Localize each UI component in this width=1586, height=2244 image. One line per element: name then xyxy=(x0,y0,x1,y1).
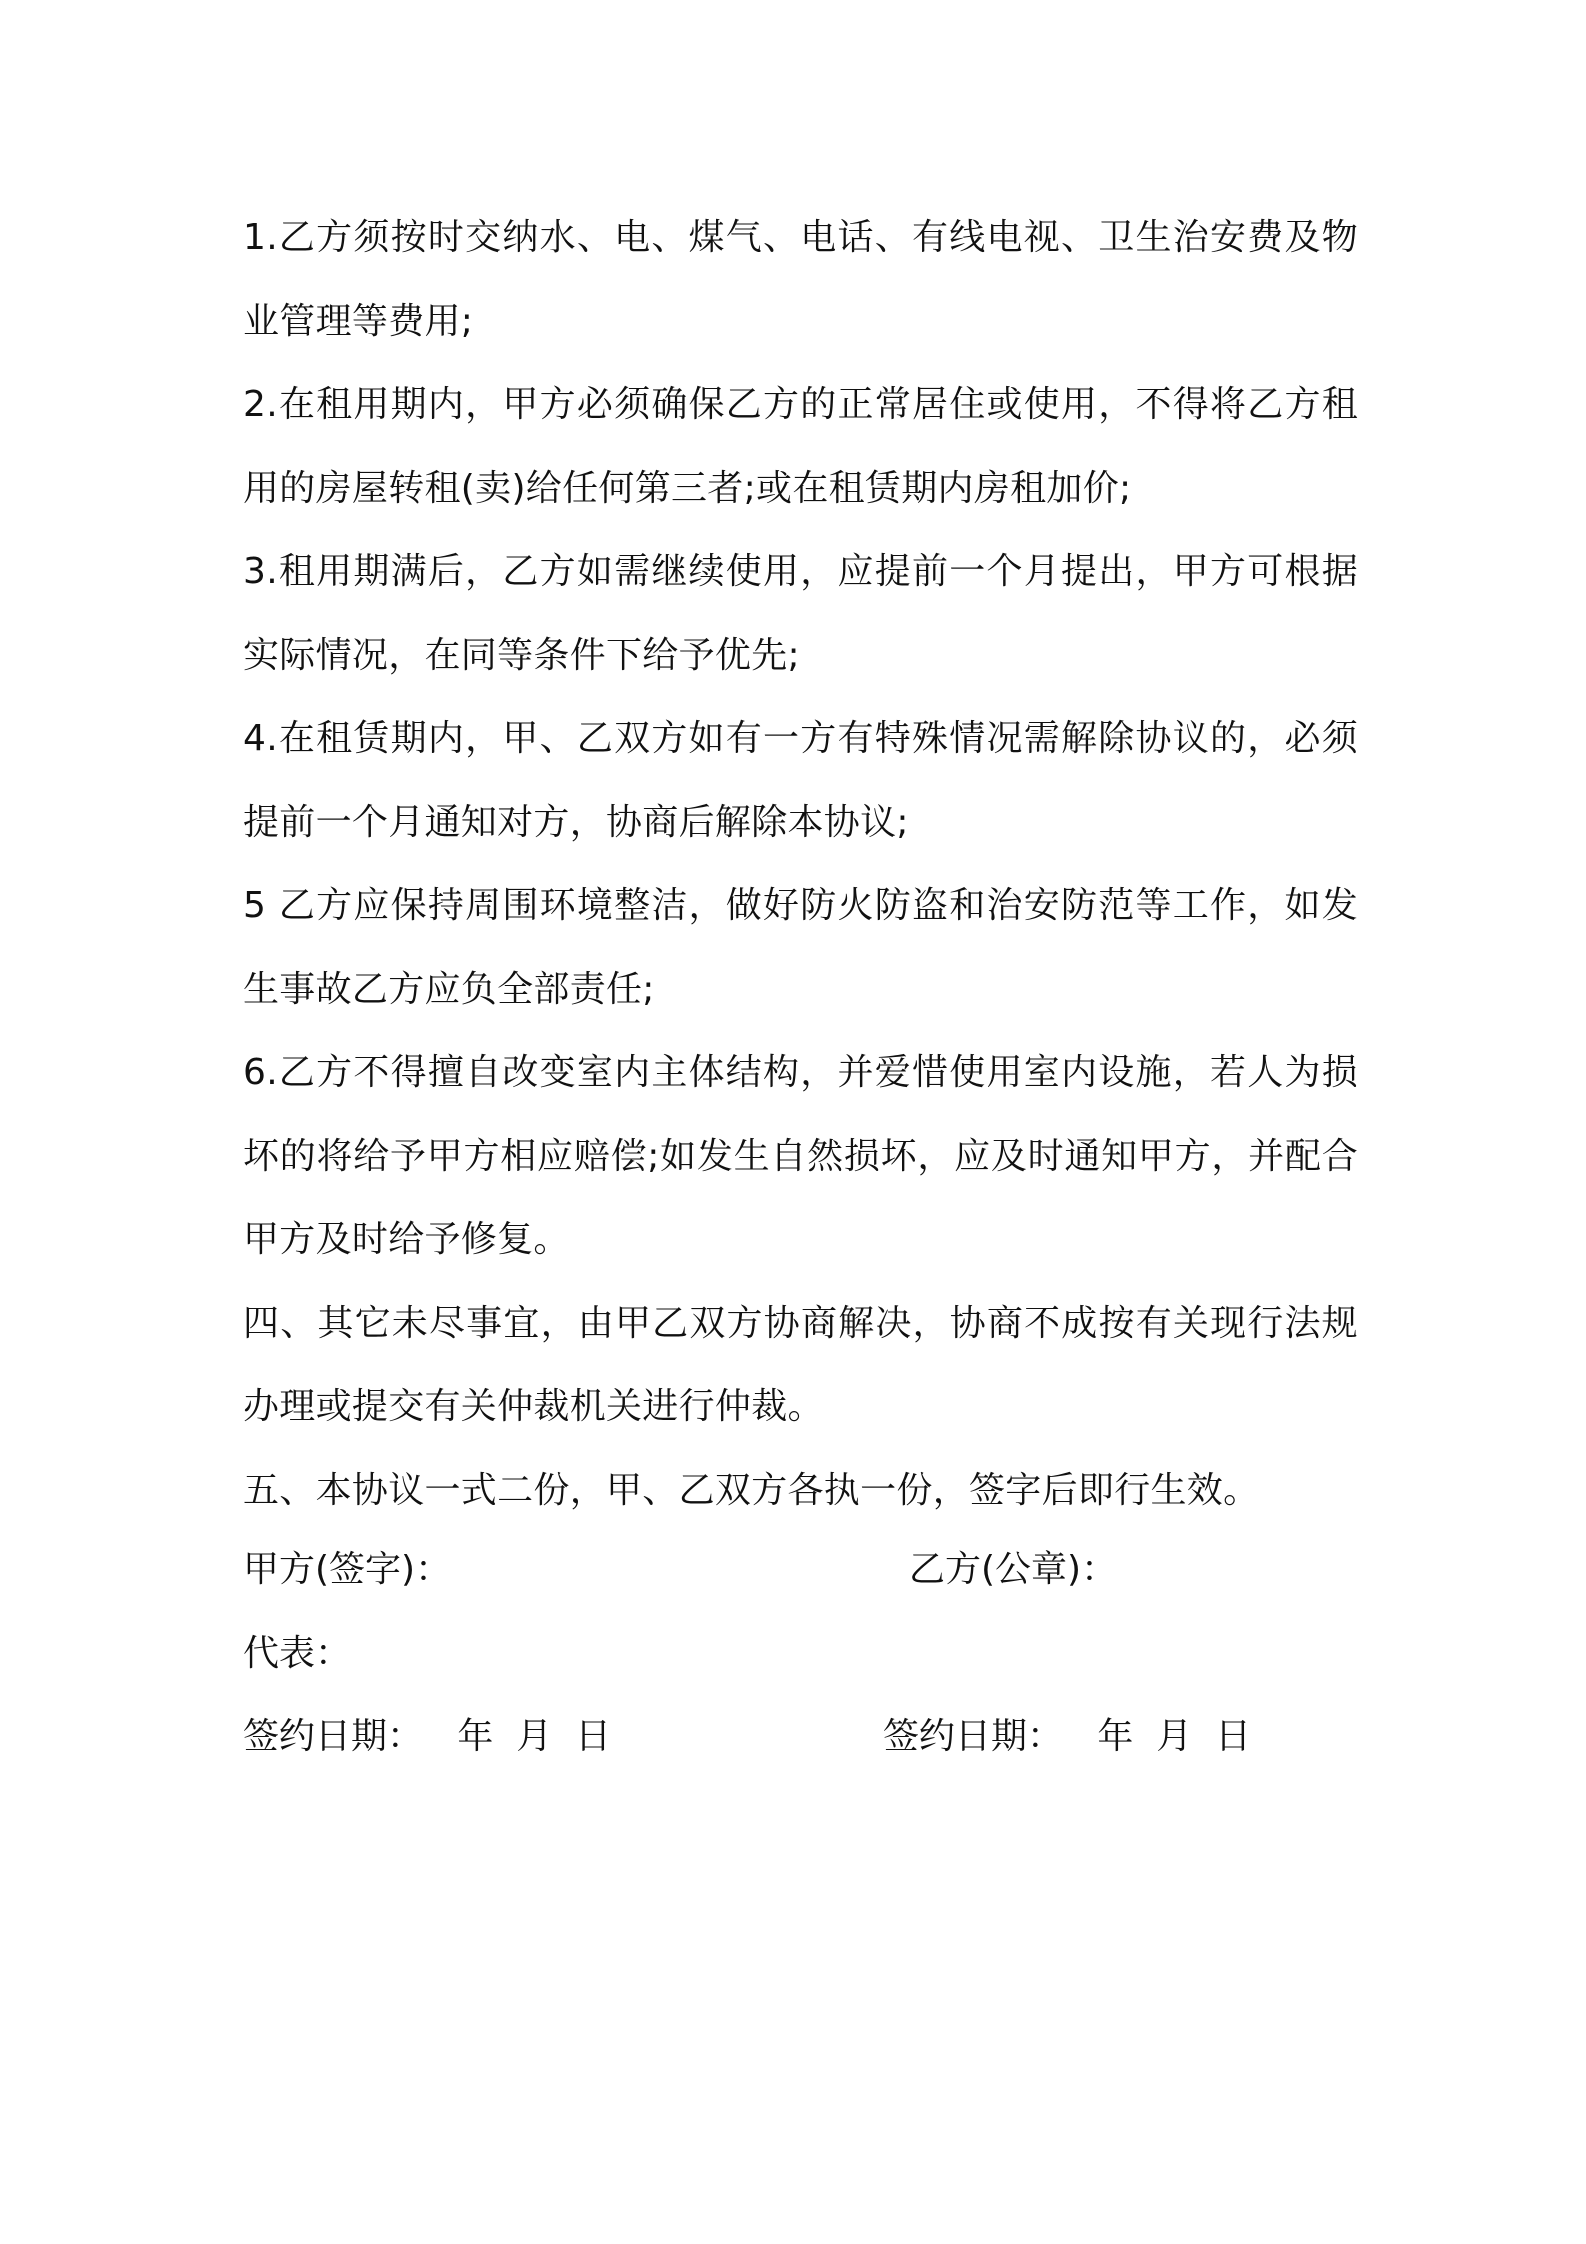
section-five: 五、本协议一式二份，甲、乙双方各执一份，签字后即行生效。 xyxy=(243,1469,1260,1511)
representative-row xyxy=(243,1612,1358,1696)
clause-4: 4.在租赁期内，甲、乙双方如有一方有特殊情况需解除协议的，必须提前一个月通知对方，协商后解除本协议; xyxy=(243,718,1358,843)
signature-parties-row xyxy=(243,1528,1358,1612)
party-a-signing-date: 签约日期： 年 月 日 xyxy=(243,1716,612,1757)
clause-2: 2.在租用期内，甲方必须确保乙方的正常居住或使用，不得将乙方租用的房屋转租(卖)给任何第三者;或在租赁期内房租加价; xyxy=(243,384,1358,509)
party-a-signature-label: 甲方(签字)： xyxy=(243,1549,452,1590)
section-four: 四、其它未尽事宜，由甲乙双方协商解决，协商不成按有关现行法规办理或提交有关仲裁机关进行仲裁。 xyxy=(243,1302,1358,1427)
clause-3: 3.租用期满后，乙方如需继续使用，应提前一个月提出，甲方可根据实际情况，在同等条件下给予优先; xyxy=(243,551,1358,676)
clause-1: 1.乙方须按时交纳水、电、煤气、电话、有线电视、卫生治安费及物业管理等费用; xyxy=(243,217,1358,342)
party-b-seal-label: 乙方(公章)： xyxy=(909,1549,1118,1590)
signing-date-row xyxy=(243,1695,1358,1779)
clause-5: 5 乙方应保持周围环境整洁，做好防火防盗和治安防范等工作，如发生事故乙方应负全部责任; xyxy=(243,885,1358,1010)
party-b-signing-date: 签约日期： 年 月 日 xyxy=(883,1716,1252,1757)
signature-block xyxy=(243,1528,1358,1779)
clause-6: 6.乙方不得擅自改变室内主体结构，并爱惜使用室内设施，若人为损坏的将给予甲方相应赔偿;如发生自然损坏，应及时通知甲方，并配合甲方及时给予修复。 xyxy=(243,1052,1358,1260)
contract-clauses xyxy=(243,196,1358,1532)
representative-label: 代表： xyxy=(243,1632,352,1674)
